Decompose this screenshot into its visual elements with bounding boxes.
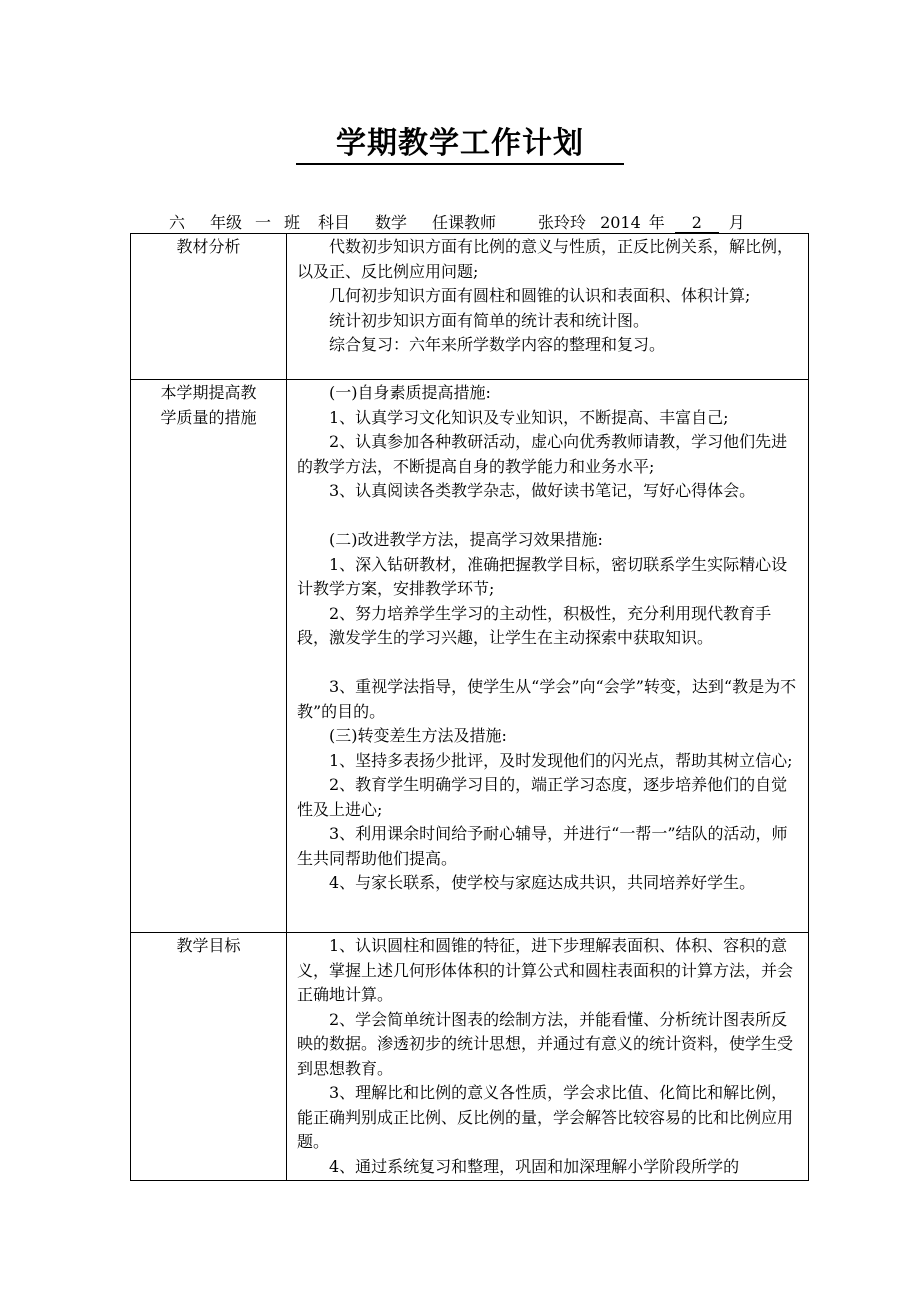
- content-line: 代数初步知识方面有比例的意义与性质，正反比例关系，解比例，以及正、反比例应用问题;: [297, 237, 794, 281]
- content-line: 3、理解比和比例的意义各性质，学会求比值、化简比和解比例，能正确判别成正比例、反比例的量，学会解答比较容易的比和比例应用题。: [297, 1083, 794, 1151]
- teacher-value: 张玲玲: [500, 210, 588, 234]
- content-line: 2、努力培养学生学习的主动性，积极性，充分利用现代教育手段，激发学生的学习兴趣，让学生在主动探索中获取知识。: [297, 603, 772, 647]
- row-label: 教学目标: [131, 933, 287, 1181]
- content-line: 3、利用课余时间给予耐心辅导，并进行“一帮一”结队的活动，师生共同帮助他们提高。: [297, 824, 788, 868]
- grade-label: 年级: [210, 213, 243, 232]
- subject-label: 科目: [318, 213, 351, 232]
- content-line: 3、认真阅读各类教学杂志，做好读书笔记，写好心得体会。: [329, 481, 756, 500]
- content-line: 3、重视学法指导，使学生从“学会”向“会学”转变，达到“教是为不教”的目的。: [297, 677, 797, 721]
- content-line: (二)改进教学方法，提高学习效果措施:: [329, 530, 603, 549]
- blank-line: [297, 651, 802, 676]
- content-line: 几何初步知识方面有圆柱和圆锥的认识和表面积、体积计算;: [329, 286, 751, 305]
- content-line: 1、认识圆柱和圆锥的特征，进下步理解表面积、体积、容积的意义，掌握上述几何形体体积的计算公式和圆柱表面积的计算方法，并会正确地计算。: [297, 936, 794, 1004]
- row-label-text: 本学期提高教学质量的措施: [160, 383, 257, 427]
- row-content: [287, 380, 809, 933]
- class-label: 班: [284, 213, 301, 232]
- row-label: 教材分析: [131, 234, 287, 380]
- row-quality-measures: [131, 380, 809, 933]
- header-line: [148, 210, 788, 234]
- plan-table: [130, 233, 809, 1181]
- content-line: 1、坚持多表扬少批评，及时发现他们的闪光点，帮助其树立信心;: [329, 750, 793, 770]
- year-value: 2014: [600, 213, 641, 232]
- blank-line: [297, 504, 802, 529]
- content-line: 综合复习：六年来所学数学内容的整理和复习。: [329, 335, 666, 354]
- subject-value: 数学: [354, 210, 428, 234]
- month-label: 月: [728, 213, 745, 232]
- year-label: 年: [648, 213, 665, 232]
- row-teaching-goals: [131, 933, 809, 1181]
- content-line: 4、与家长联系，使学校与家庭达成共识，共同培养好学生。: [329, 873, 756, 892]
- teacher-label: 任课教师: [432, 213, 497, 232]
- page-title-text: 学期教学工作计划: [296, 126, 624, 165]
- row-label: [131, 380, 287, 933]
- grade-value: 六: [148, 210, 206, 234]
- row-content: [287, 234, 809, 380]
- content-line: 2、认真参加各种教研活动，虚心向优秀教师请教，学习他们先进的教学方法，不断提高自身的教学能力和业务水平;: [297, 432, 788, 476]
- row-content: [287, 933, 809, 1181]
- content-line: 1、深入钻研教材，准确把握教学目标，密切联系学生实际精心设计教学方案，安排教学环节;: [297, 554, 788, 598]
- page-title: [0, 118, 920, 162]
- row-textbook-analysis: [131, 234, 809, 380]
- month-value: 2: [675, 213, 719, 233]
- content-line: 2、教育学生明确学习目的，端正学习态度，逐步培养他们的自觉性及上进心;: [297, 775, 788, 819]
- class-value: 一: [246, 210, 280, 234]
- content-line: 1、认真学习文化知识及专业知识，不断提高、丰富自己;: [329, 407, 729, 427]
- content-line: (一)自身素质提高措施:: [329, 383, 491, 402]
- content-line: 统计初步知识方面有简单的统计表和统计图。: [329, 310, 650, 330]
- content-line: (三)转变差生方法及措施:: [329, 726, 507, 745]
- content-line: 2、学会简单统计图表的绘制方法，并能看懂、分析统计图表所反映的数据。渗透初步的统计思想，并通过有意义的统计资料，使学生受到思想教育。: [297, 1009, 794, 1078]
- content-line: 4、通过系统复习和整理，巩固和加深理解小学阶段所学的: [329, 1156, 740, 1176]
